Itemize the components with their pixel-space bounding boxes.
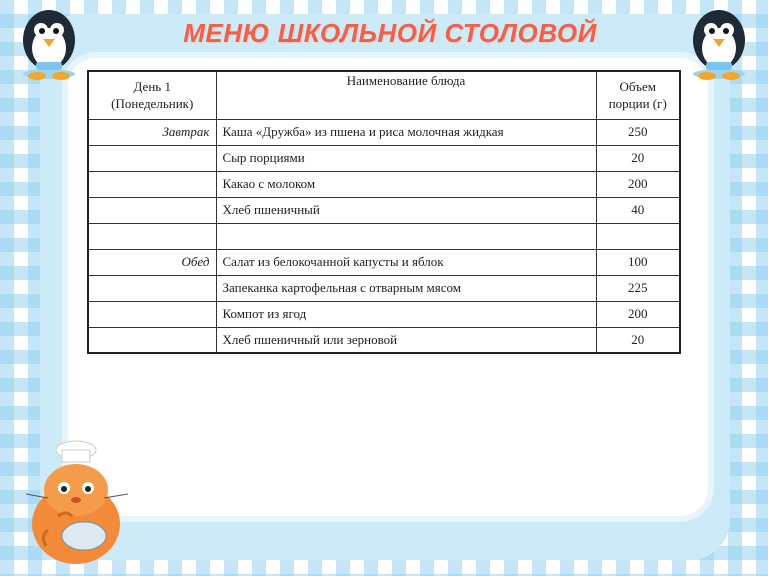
volume-cell: 100 (596, 249, 680, 275)
meal-cell (88, 197, 216, 223)
volume-cell: 20 (596, 145, 680, 171)
dish-cell (216, 223, 596, 249)
dish-cell: Сыр порциями (216, 145, 596, 171)
table-row (88, 145, 680, 171)
menu-table (87, 70, 681, 354)
table-row (88, 275, 680, 301)
table-row (88, 327, 680, 353)
penguin-right-icon (684, 6, 754, 80)
volume-cell: 40 (596, 197, 680, 223)
table-row (88, 197, 680, 223)
volume-cell: 250 (596, 119, 680, 145)
table-row (88, 171, 680, 197)
header-volume-line1: Объем (619, 79, 656, 95)
dish-cell: Каша «Дружба» из пшена и риса молочная жидкая (216, 119, 596, 145)
meal-cell: Обед (88, 249, 216, 275)
meal-cell (88, 301, 216, 327)
volume-cell: 200 (596, 301, 680, 327)
dish-cell: Какао с молоком (216, 171, 596, 197)
meal-cell (88, 275, 216, 301)
header-volume-line2: порции (г) (608, 96, 667, 112)
header-day (88, 71, 216, 119)
header-volume (596, 71, 680, 119)
dish-cell: Салат из белокочанной капусты и яблок (216, 249, 596, 275)
volume-cell: 20 (596, 327, 680, 353)
header-day-line1: День 1 (133, 79, 171, 95)
penguin-left-icon (14, 6, 84, 80)
dish-cell: Компот из ягод (216, 301, 596, 327)
table-header-row (88, 71, 680, 119)
meal-cell (88, 145, 216, 171)
table-row (88, 223, 680, 249)
header-dish-name: Наименование блюда (216, 71, 596, 119)
header-day-line2: (Понедельник) (111, 96, 194, 112)
table-row (88, 301, 680, 327)
page-title: МЕНЮ ШКОЛЬНОЙ СТОЛОВОЙ (183, 18, 597, 48)
meal-cell (88, 223, 216, 249)
dish-cell: Хлеб пшеничный (216, 197, 596, 223)
table-row (88, 249, 680, 275)
dish-cell: Запеканка картофельная с отварным мясом (216, 275, 596, 301)
table-row (88, 119, 680, 145)
volume-cell: 225 (596, 275, 680, 301)
dish-cell: Хлеб пшеничный или зерновой (216, 327, 596, 353)
volume-cell: 200 (596, 171, 680, 197)
volume-cell (596, 223, 680, 249)
meal-cell (88, 171, 216, 197)
meal-cell: Завтрак (88, 119, 216, 145)
cat-chef-icon (18, 440, 148, 570)
meal-cell (88, 327, 216, 353)
